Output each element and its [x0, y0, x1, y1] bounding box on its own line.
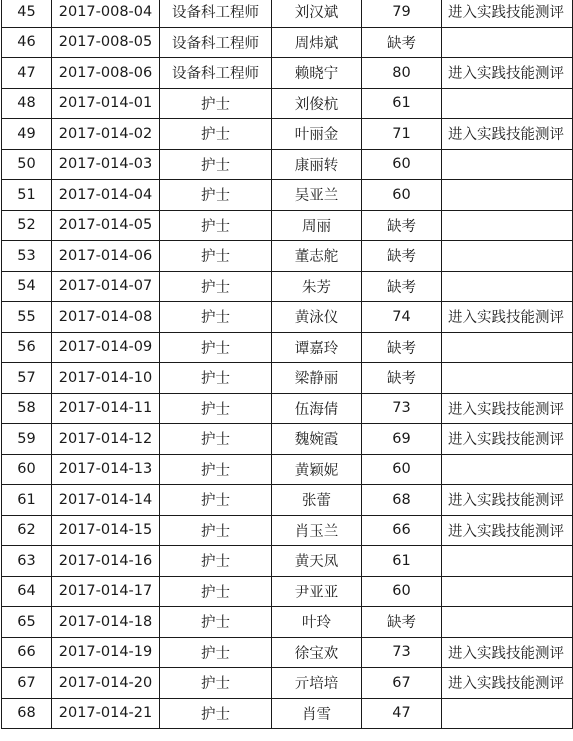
result-note-cell	[442, 546, 573, 577]
candidate-name-cell: 伍海倩	[272, 393, 362, 424]
score-cell: 73	[362, 637, 442, 668]
result-note-cell	[442, 576, 573, 607]
row-number-cell: 47	[2, 58, 52, 89]
position-cell: 护士	[160, 210, 272, 241]
row-number-cell: 63	[2, 546, 52, 577]
result-note-cell: 进入实践技能测评	[442, 302, 573, 333]
score-cell: 79	[362, 0, 442, 27]
candidate-name-cell: 周炜斌	[272, 27, 362, 58]
score-cell: 61	[362, 88, 442, 119]
result-note-cell	[442, 363, 573, 394]
position-cell: 护士	[160, 302, 272, 333]
row-number-cell: 46	[2, 27, 52, 58]
row-number-cell: 57	[2, 363, 52, 394]
score-cell: 60	[362, 180, 442, 211]
table-row	[2, 271, 573, 302]
exam-id-cell: 2017-014-13	[52, 454, 160, 485]
row-number-cell: 49	[2, 119, 52, 150]
candidate-name-cell: 吴亚兰	[272, 180, 362, 211]
position-cell: 护士	[160, 454, 272, 485]
exam-id-cell: 2017-014-05	[52, 210, 160, 241]
position-cell: 护士	[160, 88, 272, 119]
exam-id-cell: 2017-014-18	[52, 607, 160, 638]
position-cell: 护士	[160, 424, 272, 455]
score-cell: 60	[362, 454, 442, 485]
result-note-cell	[442, 27, 573, 58]
candidate-name-cell: 黄泳仪	[272, 302, 362, 333]
position-cell: 护士	[160, 698, 272, 729]
table-row	[2, 241, 573, 272]
candidate-name-cell: 叶玲	[272, 607, 362, 638]
result-note-cell: 进入实践技能测评	[442, 58, 573, 89]
candidate-name-cell: 尹亚亚	[272, 576, 362, 607]
score-cell: 73	[362, 393, 442, 424]
position-cell: 护士	[160, 668, 272, 699]
row-number-cell: 66	[2, 637, 52, 668]
exam-id-cell: 2017-014-19	[52, 637, 160, 668]
result-note-cell	[442, 271, 573, 302]
candidate-name-cell: 肖雪	[272, 698, 362, 729]
result-note-cell	[442, 149, 573, 180]
row-number-cell: 54	[2, 271, 52, 302]
score-cell: 缺考	[362, 241, 442, 272]
score-cell: 缺考	[362, 363, 442, 394]
results-table-body	[2, 0, 573, 729]
score-cell: 66	[362, 515, 442, 546]
result-note-cell: 进入实践技能测评	[442, 0, 573, 27]
row-number-cell: 67	[2, 668, 52, 699]
row-number-cell: 55	[2, 302, 52, 333]
position-cell: 护士	[160, 180, 272, 211]
exam-id-cell: 2017-014-20	[52, 668, 160, 699]
table-row	[2, 119, 573, 150]
table-row	[2, 607, 573, 638]
row-number-cell: 53	[2, 241, 52, 272]
table-row	[2, 363, 573, 394]
score-cell: 47	[362, 698, 442, 729]
table-row	[2, 424, 573, 455]
score-cell: 71	[362, 119, 442, 150]
row-number-cell: 68	[2, 698, 52, 729]
candidate-name-cell: 朱芳	[272, 271, 362, 302]
exam-id-cell: 2017-014-16	[52, 546, 160, 577]
row-number-cell: 64	[2, 576, 52, 607]
candidate-name-cell: 谭嘉玲	[272, 332, 362, 363]
position-cell: 护士	[160, 241, 272, 272]
result-note-cell	[442, 607, 573, 638]
result-note-cell	[442, 698, 573, 729]
table-row	[2, 180, 573, 211]
position-cell: 护士	[160, 393, 272, 424]
score-cell: 缺考	[362, 607, 442, 638]
result-note-cell: 进入实践技能测评	[442, 668, 573, 699]
candidate-name-cell: 叶丽金	[272, 119, 362, 150]
score-cell: 缺考	[362, 27, 442, 58]
exam-id-cell: 2017-014-12	[52, 424, 160, 455]
position-cell: 护士	[160, 515, 272, 546]
score-cell: 缺考	[362, 210, 442, 241]
table-row	[2, 515, 573, 546]
row-number-cell: 58	[2, 393, 52, 424]
score-cell: 68	[362, 485, 442, 516]
result-note-cell: 进入实践技能测评	[442, 393, 573, 424]
exam-id-cell: 2017-014-01	[52, 88, 160, 119]
score-cell: 69	[362, 424, 442, 455]
result-note-cell: 进入实践技能测评	[442, 119, 573, 150]
table-row	[2, 576, 573, 607]
score-cell: 缺考	[362, 271, 442, 302]
score-cell: 80	[362, 58, 442, 89]
result-note-cell: 进入实践技能测评	[442, 637, 573, 668]
exam-id-cell: 2017-008-06	[52, 58, 160, 89]
table-row	[2, 668, 573, 699]
row-number-cell: 65	[2, 607, 52, 638]
exam-id-cell: 2017-014-11	[52, 393, 160, 424]
candidate-name-cell: 肖玉兰	[272, 515, 362, 546]
table-row	[2, 88, 573, 119]
row-number-cell: 45	[2, 0, 52, 27]
exam-id-cell: 2017-014-03	[52, 149, 160, 180]
position-cell: 护士	[160, 637, 272, 668]
result-note-cell	[442, 332, 573, 363]
candidate-name-cell: 赖晓宁	[272, 58, 362, 89]
row-number-cell: 50	[2, 149, 52, 180]
exam-id-cell: 2017-014-04	[52, 180, 160, 211]
result-note-cell: 进入实践技能测评	[442, 485, 573, 516]
position-cell: 护士	[160, 546, 272, 577]
table-row	[2, 27, 573, 58]
table-row	[2, 210, 573, 241]
results-table	[1, 0, 573, 729]
score-cell: 60	[362, 149, 442, 180]
candidate-name-cell: 徐宝欢	[272, 637, 362, 668]
table-row	[2, 637, 573, 668]
score-cell: 74	[362, 302, 442, 333]
exam-id-cell: 2017-014-08	[52, 302, 160, 333]
result-note-cell	[442, 241, 573, 272]
exam-id-cell: 2017-014-21	[52, 698, 160, 729]
row-number-cell: 61	[2, 485, 52, 516]
exam-id-cell: 2017-014-17	[52, 576, 160, 607]
score-cell: 缺考	[362, 332, 442, 363]
row-number-cell: 48	[2, 88, 52, 119]
result-note-cell	[442, 210, 573, 241]
exam-id-cell: 2017-014-15	[52, 515, 160, 546]
position-cell: 护士	[160, 119, 272, 150]
row-number-cell: 60	[2, 454, 52, 485]
result-note-cell	[442, 180, 573, 211]
row-number-cell: 56	[2, 332, 52, 363]
table-row	[2, 393, 573, 424]
exam-id-cell: 2017-014-09	[52, 332, 160, 363]
exam-id-cell: 2017-014-07	[52, 271, 160, 302]
position-cell: 设备科工程师	[160, 0, 272, 27]
table-row	[2, 454, 573, 485]
score-cell: 61	[362, 546, 442, 577]
table-row	[2, 332, 573, 363]
position-cell: 护士	[160, 607, 272, 638]
candidate-name-cell: 黄天凤	[272, 546, 362, 577]
position-cell: 护士	[160, 576, 272, 607]
row-number-cell: 51	[2, 180, 52, 211]
position-cell: 设备科工程师	[160, 27, 272, 58]
position-cell: 设备科工程师	[160, 58, 272, 89]
candidate-name-cell: 刘俊杭	[272, 88, 362, 119]
result-note-cell: 进入实践技能测评	[442, 424, 573, 455]
exam-id-cell: 2017-014-14	[52, 485, 160, 516]
table-row	[2, 58, 573, 89]
row-number-cell: 52	[2, 210, 52, 241]
table-row	[2, 546, 573, 577]
table-row	[2, 149, 573, 180]
position-cell: 护士	[160, 271, 272, 302]
table-row	[2, 0, 573, 27]
candidate-name-cell: 刘汉斌	[272, 0, 362, 27]
candidate-name-cell: 亓培培	[272, 668, 362, 699]
table-row	[2, 485, 573, 516]
position-cell: 护士	[160, 485, 272, 516]
candidate-name-cell: 张蕾	[272, 485, 362, 516]
candidate-name-cell: 周丽	[272, 210, 362, 241]
position-cell: 护士	[160, 363, 272, 394]
candidate-name-cell: 康丽转	[272, 149, 362, 180]
exam-id-cell: 2017-014-10	[52, 363, 160, 394]
result-note-cell	[442, 454, 573, 485]
candidate-name-cell: 魏婉霞	[272, 424, 362, 455]
score-cell: 60	[362, 576, 442, 607]
score-cell: 67	[362, 668, 442, 699]
position-cell: 护士	[160, 332, 272, 363]
row-number-cell: 59	[2, 424, 52, 455]
exam-id-cell: 2017-014-06	[52, 241, 160, 272]
exam-id-cell: 2017-008-05	[52, 27, 160, 58]
candidate-name-cell: 黄颖妮	[272, 454, 362, 485]
exam-id-cell: 2017-014-02	[52, 119, 160, 150]
candidate-name-cell: 董志舵	[272, 241, 362, 272]
result-note-cell: 进入实践技能测评	[442, 515, 573, 546]
table-row	[2, 302, 573, 333]
table-row	[2, 698, 573, 729]
exam-id-cell: 2017-008-04	[52, 0, 160, 27]
candidate-name-cell: 梁静丽	[272, 363, 362, 394]
position-cell: 护士	[160, 149, 272, 180]
row-number-cell: 62	[2, 515, 52, 546]
result-note-cell	[442, 88, 573, 119]
